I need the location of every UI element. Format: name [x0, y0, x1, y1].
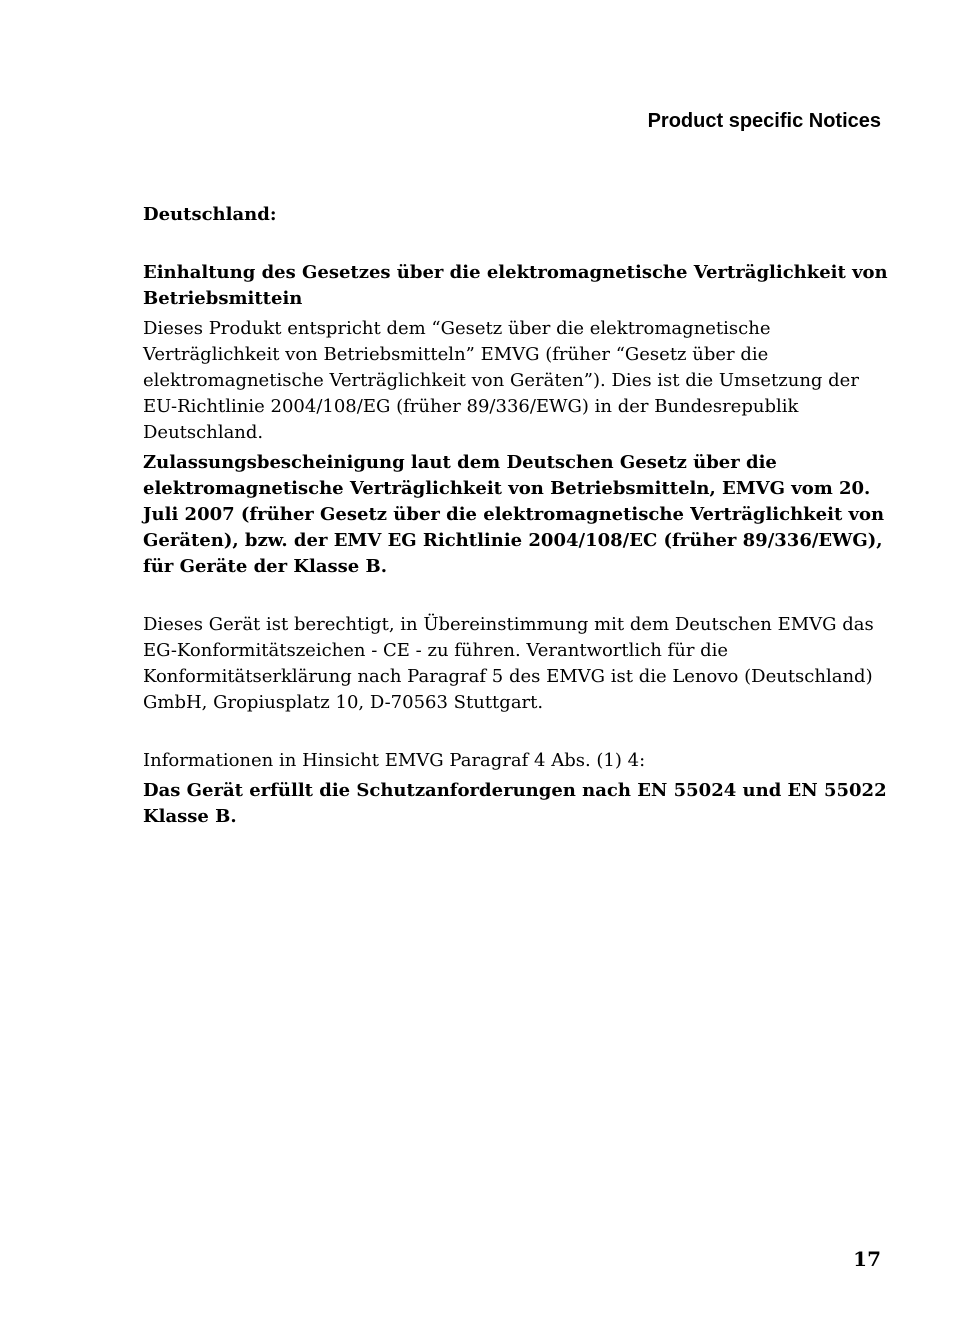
certificate-paragraph: Zulassungsbescheinigung laut dem Deutschen Gesetz über die elektromagnetische Verträglichkeit von Betriebsmitteln, EMVG vom 20. Juli 2007 (früher Gesetz über die elektromagnetische Verträglichkeit von Geräten), bzw. der EMV EG Richtlinie 2004/108/EC (früher 89/336/EWG), für Geräte der Klasse B.	[143, 452, 885, 577]
section-title: Deutschland:	[143, 204, 277, 225]
info-line: Informationen in Hinsicht EMVG Paragraf 4 Abs. (1) 4:	[143, 750, 646, 771]
running-header: Product specific Notices	[647, 110, 881, 132]
page-content	[143, 202, 893, 830]
section-heading: Einhaltung des Gesetzes über die elektromagnetische Verträglichkeit von Betriebsmittein	[143, 262, 888, 309]
page-number: 17	[853, 1247, 881, 1271]
body-paragraph-2: Dieses Gerät ist berechtigt, in Übereinstimmung mit dem Deutschen EMVG das EG-Konformitätszeichen - CE - zu führen. Verantwortlich für die Konformitätserklärung nach Paragraf 5 des EMVG ist die Lenovo (Deutschland) GmbH, Gropiusplatz 10, D-70563 Stuttgart.	[143, 614, 874, 713]
closing-statement: Das Gerät erfüllt die Schutzanforderungen nach EN 55024 und EN 55022 Klasse B.	[143, 780, 887, 827]
body-paragraph-1: Dieses Produkt entspricht dem “Gesetz über die elektromagnetische Verträglichkeit von Betriebsmitteln” EMVG (früher “Gesetz über die elektromagnetische Verträglichkeit von Geräten”). Dies ist die Umsetzung der EU-Richtlinie 2004/108/EG (früher 89/336/EWG) in der Bundesrepublik Deutschland.	[143, 318, 859, 443]
